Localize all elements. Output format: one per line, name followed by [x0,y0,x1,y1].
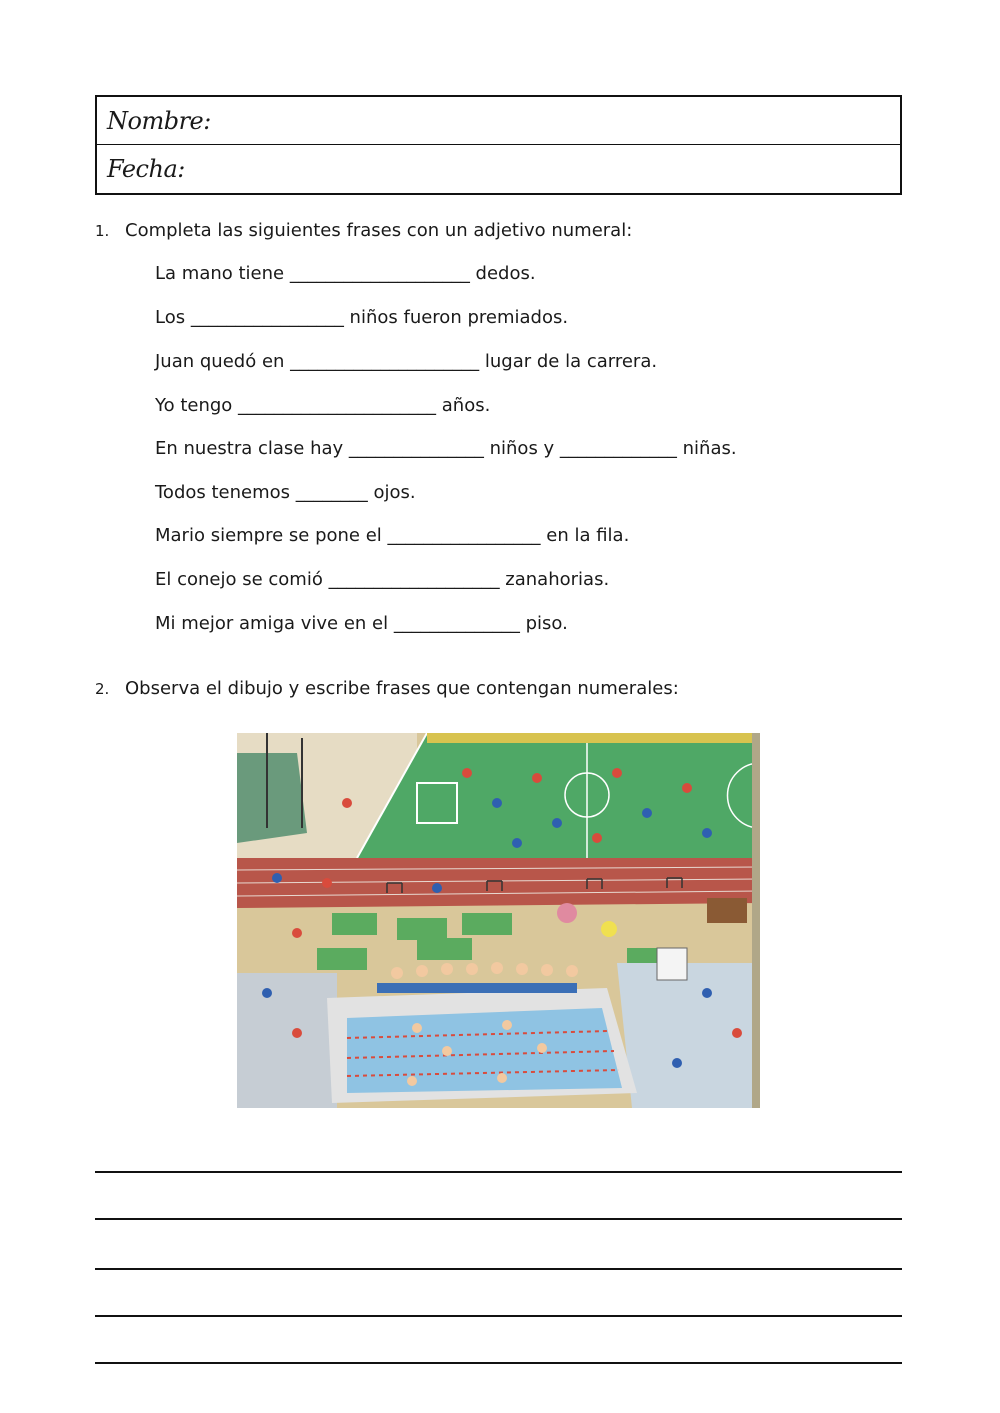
question-2 [95,678,679,700]
sports-hall-drawing [237,733,760,1108]
sentence-8[interactable]: El conejo se comió ___________________ zanahorias. [155,569,610,590]
sentence-1[interactable]: La mano tiene ____________________ dedos. [155,263,536,284]
sentence-2[interactable]: Los _________________ niños fueron premiados. [155,307,569,328]
writing-line-2[interactable] [95,1218,902,1220]
sentence-7[interactable]: Mario siempre se pone el _________________ en la fila. [155,525,630,546]
writing-line-4[interactable] [95,1315,902,1317]
header-box [95,95,902,195]
sentence-9[interactable]: Mi mejor amiga vive en el ______________ piso. [155,613,568,634]
question-2-prompt: Observa el dibujo y escribe frases que contengan numerales: [125,678,679,699]
date-row[interactable] [97,145,900,193]
writing-line-5[interactable] [95,1362,902,1364]
sports-hall-illustration [237,733,760,1108]
name-label: Nombre: [107,106,211,135]
writing-line-3[interactable] [95,1268,902,1270]
name-row[interactable] [97,97,900,145]
date-label: Fecha: [107,155,185,183]
sentence-6[interactable]: Todos tenemos ________ ojos. [155,482,416,503]
question-1 [95,220,632,242]
writing-line-1[interactable] [95,1171,902,1173]
sentence-4[interactable]: Yo tengo ______________________ años. [155,395,491,416]
sentence-3[interactable]: Juan quedó en _____________________ lugar de la carrera. [155,351,658,372]
question-2-number: 2. [95,680,110,698]
question-1-prompt: Completa las siguientes frases con un adjetivo numeral: [125,220,633,241]
sentence-5[interactable]: En nuestra clase hay _______________ niños y _____________ niñas. [155,438,737,459]
question-1-number: 1. [95,222,110,240]
